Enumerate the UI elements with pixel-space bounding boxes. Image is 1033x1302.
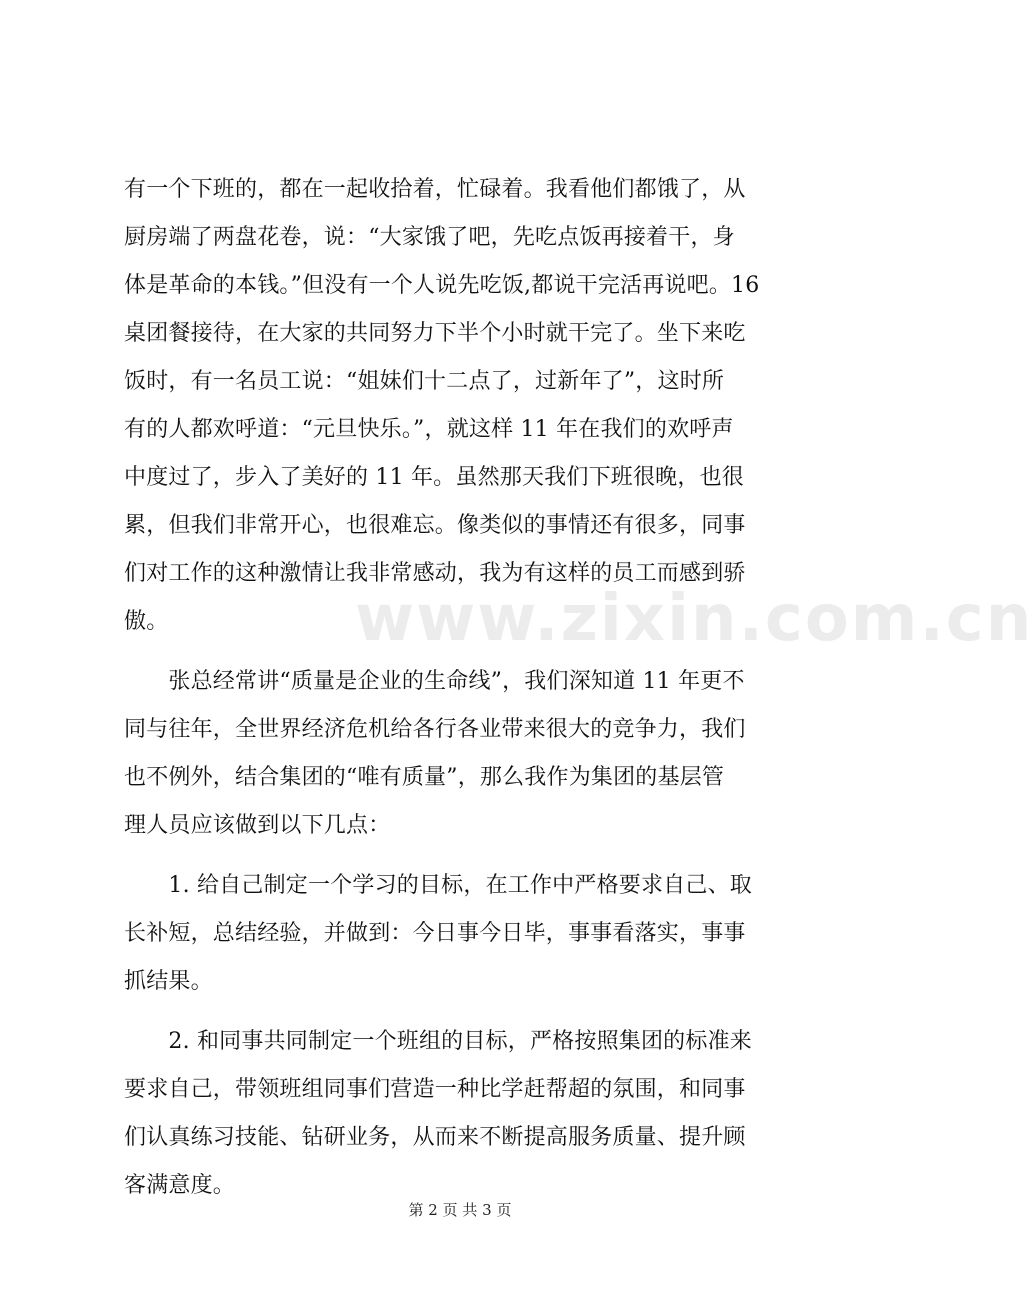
text-line: 中度过了，步入了美好的 11 年。虽然那天我们下班很晚，也很 (124, 465, 744, 490)
watermark: www.zixin.com.cn (355, 582, 1033, 656)
text-line: 也不例外，结合集团的“唯有质量”，那么我作为集团的基层管 (124, 765, 725, 790)
text-line: 厨房端了两盘花卷，说：“大家饿了吧，先吃点饭再接着干，身 (124, 225, 735, 250)
text-line: 体是革命的本钱。”但没有一个人说先吃饭,都说干完活再说吧。16 (124, 273, 760, 298)
text-line: 有一个下班的，都在一起收拾着，忙碌着。我看他们都饿了，从 (124, 177, 746, 202)
text-line: 们认真练习技能、钻研业务，从而来不断提高服务质量、提升顾 (124, 1125, 746, 1150)
text-line: 理人员应该做到以下几点： (124, 813, 391, 838)
text-line: 长补短，总结经验，并做到：今日事今日毕，事事看落实，事事 (124, 921, 746, 946)
text-line: 桌团餐接待，在大家的共同努力下半个小时就干完了。坐下来吃 (124, 321, 746, 346)
text-line: 饭时，有一名员工说：“姐妹们十二点了，过新年了”，这时所 (124, 369, 725, 394)
text-line: 2. 和同事共同制定一个班组的目标，严格按照集团的标准来 (124, 1029, 752, 1054)
text-line: 要求自己，带领班组同事们营造一种比学赶帮超的氛围，和同事 (124, 1077, 746, 1102)
text-line: 1. 给自己制定一个学习的目标，在工作中严格要求自己、取 (124, 873, 752, 898)
text-line: 们对工作的这种激情让我非常感动，我为有这样的员工而感到骄 (124, 561, 746, 586)
text-line: 傲。 (124, 609, 169, 634)
page-footer: 第 2 页 共 3 页 (408, 1201, 512, 1219)
text-line: 累，但我们非常开心，也很难忘。像类似的事情还有很多，同事 (124, 513, 746, 538)
body-text (124, 166, 808, 1210)
text-line: 客满意度。 (124, 1173, 236, 1198)
text-line: 张总经常讲“质量是企业的生命线”，我们深知道 11 年更不 (124, 669, 745, 694)
text-line: 抓结果。 (124, 969, 213, 994)
text-line: 有的人都欢呼道：“元旦快乐。”，就这样 11 年在我们的欢呼声 (124, 417, 734, 442)
text-line: 同与往年，全世界经济危机给各行各业带来很大的竞争力，我们 (124, 717, 746, 742)
